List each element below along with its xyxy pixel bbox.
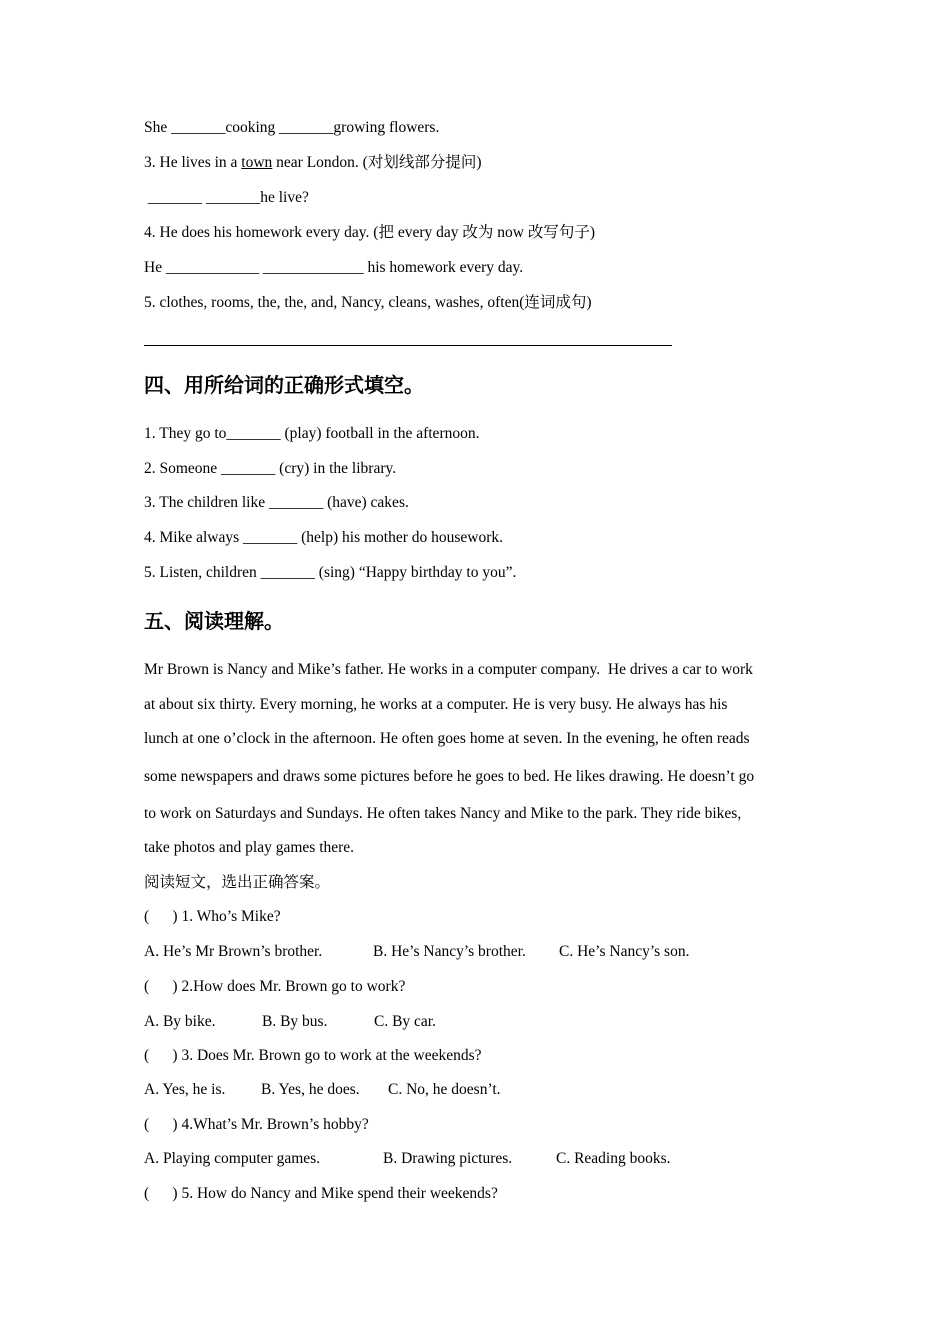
mc-option-c: C. No, he doesn’t. bbox=[388, 1081, 501, 1098]
fill-item-2: 2. Someone _______ (cry) in the library. bbox=[144, 460, 397, 477]
question-4-answer-line: He ____________ _____________ his homework every day. bbox=[144, 259, 524, 276]
mc-option-a: A. By bike. bbox=[144, 1013, 216, 1030]
question-3-suffix: near London. (对划线部分提问) bbox=[272, 154, 482, 171]
passage-line: lunch at one o’clock in the afternoon. He often goes home at seven. In the evening, he often reads bbox=[144, 730, 750, 747]
fill-item-5: 5. Listen, children _______ (sing) “Happy birthday to you”. bbox=[144, 564, 517, 581]
question-5: 5. clothes, rooms, the, the, and, Nancy, cleans, washes, often(连词成句) bbox=[144, 294, 592, 311]
question-3 bbox=[144, 153, 482, 173]
section-4-heading: 四、用所给词的正确形式填空。 bbox=[144, 373, 424, 397]
underlined-word: town bbox=[241, 154, 273, 171]
passage-line: take photos and play games there. bbox=[144, 839, 355, 856]
answer-rule bbox=[144, 345, 672, 346]
mc-option-b: B. He’s Nancy’s brother. bbox=[373, 943, 526, 960]
passage-line: to work on Saturdays and Sundays. He often takes Nancy and Mike to the park. They ride bikes, bbox=[144, 805, 742, 822]
mc-option-a: A. Yes, he is. bbox=[144, 1081, 226, 1098]
fill-item-3: 3. The children like _______ (have) cakes. bbox=[144, 494, 409, 511]
reading-instruction: 阅读短文，选出正确答案。 bbox=[144, 874, 331, 891]
question-3-answer-line: _______ _______he live? bbox=[144, 189, 309, 206]
fill-item-4: 4. Mike always _______ (help) his mother do housework. bbox=[144, 529, 504, 546]
mc-question-2: ( ) 2.How does Mr. Brown go to work? bbox=[144, 978, 406, 995]
question-4: 4. He does his homework every day. (把 every day 改为 now 改写句子) bbox=[144, 224, 595, 241]
section-5-heading: 五、阅读理解。 bbox=[144, 609, 284, 633]
mc-option-c: C. He’s Nancy’s son. bbox=[559, 943, 690, 960]
mc-option-a: A. He’s Mr Brown’s brother. bbox=[144, 943, 323, 960]
mc-option-b: B. By bus. bbox=[262, 1013, 328, 1030]
mc-option-a: A. Playing computer games. bbox=[144, 1150, 321, 1167]
passage-line: Mr Brown is Nancy and Mike’s father. He works in a computer company. He drives a car to work bbox=[144, 661, 753, 678]
exercise-line: She _______cooking _______growing flowers. bbox=[144, 119, 440, 136]
question-3-prefix: 3. He lives in a bbox=[144, 154, 242, 171]
passage-line: some newspapers and draws some pictures before he goes to bed. He likes drawing. He doesn’t go bbox=[144, 768, 755, 785]
mc-option-c: C. Reading books. bbox=[556, 1150, 671, 1167]
mc-option-c: C. By car. bbox=[374, 1013, 436, 1030]
mc-question-4: ( ) 4.What’s Mr. Brown’s hobby? bbox=[144, 1116, 369, 1133]
passage-line: at about six thirty. Every morning, he works at a computer. He is very busy. He always has his bbox=[144, 696, 728, 713]
mc-option-b: B. Yes, he does. bbox=[261, 1081, 360, 1098]
mc-question-5: ( ) 5. How do Nancy and Mike spend their weekends? bbox=[144, 1185, 498, 1202]
fill-item-1: 1. They go to_______ (play) football in the afternoon. bbox=[144, 425, 480, 442]
mc-question-1: ( ) 1. Who’s Mike? bbox=[144, 908, 281, 925]
mc-option-b: B. Drawing pictures. bbox=[383, 1150, 513, 1167]
mc-question-3: ( ) 3. Does Mr. Brown go to work at the weekends? bbox=[144, 1047, 482, 1064]
